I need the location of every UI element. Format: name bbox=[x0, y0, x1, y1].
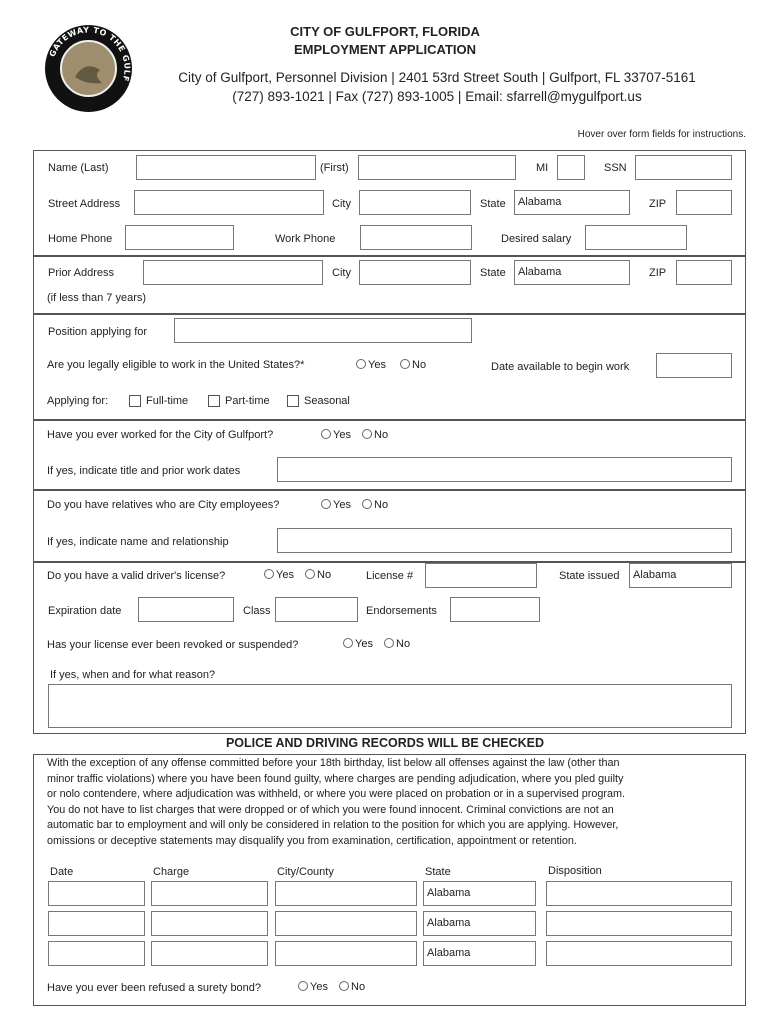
radio-icon bbox=[384, 638, 394, 648]
records-line-3: or nolo contendere, where adjudication was withheld, or where you were placed on probation or in a supervised program. bbox=[47, 788, 625, 800]
revoked-yes-radio[interactable] bbox=[343, 638, 373, 650]
records-heading: POLICE AND DRIVING RECORDS WILL BE CHECKED bbox=[225, 736, 545, 750]
revoked-question: Has your license ever been revoked or suspended? bbox=[47, 639, 299, 651]
offense-date-input[interactable] bbox=[48, 911, 145, 936]
position-label: Position applying for bbox=[48, 326, 148, 338]
desired-salary-input[interactable] bbox=[585, 225, 687, 250]
date-available-label: Date available to begin work bbox=[491, 361, 630, 373]
offense-charge-input[interactable] bbox=[151, 941, 268, 966]
offense-charge-input[interactable] bbox=[151, 911, 268, 936]
offense-date-input[interactable] bbox=[48, 881, 145, 906]
license-number-label: License # bbox=[366, 570, 414, 582]
prior-address-note: (if less than 7 years) bbox=[47, 292, 147, 304]
worked-question: Have you ever worked for the City of Gulfport? bbox=[47, 429, 274, 441]
offense-state-select[interactable]: Alabama bbox=[423, 911, 536, 936]
offense-disposition-input[interactable] bbox=[546, 941, 732, 966]
revoked-no-label: No bbox=[396, 638, 411, 650]
worked-yes-radio[interactable] bbox=[321, 429, 351, 441]
radio-icon bbox=[321, 429, 331, 439]
revoked-no-radio[interactable] bbox=[384, 638, 410, 650]
prior-zip-input[interactable] bbox=[676, 260, 732, 285]
endorsements-label: Endorsements bbox=[366, 605, 437, 617]
relatives-no-label: No bbox=[374, 499, 389, 511]
first-name-input[interactable] bbox=[358, 155, 516, 180]
svg-text:GATEWAY TO THE GULF: GATEWAY TO THE GULF bbox=[47, 25, 132, 83]
seasonal-checkbox[interactable] bbox=[287, 395, 299, 407]
mi-input[interactable] bbox=[557, 155, 585, 180]
license-yes-radio[interactable] bbox=[264, 569, 294, 581]
state-issued-select[interactable]: Alabama bbox=[629, 563, 732, 588]
work-phone-label: Work Phone bbox=[275, 233, 336, 245]
applying-for-label: Applying for: bbox=[47, 395, 109, 407]
part-time-label: Part-time bbox=[225, 395, 270, 407]
prior-city-input[interactable] bbox=[359, 260, 471, 285]
contact-line: (727) 893-1021 | Fax (727) 893-1005 | Email: sfarrell@mygulfport.us bbox=[232, 89, 642, 104]
relatives-question: Do you have relatives who are City employees? bbox=[47, 499, 280, 511]
city-input[interactable] bbox=[359, 190, 471, 215]
home-phone-label: Home Phone bbox=[48, 233, 113, 245]
prior-city-label: City bbox=[332, 267, 351, 279]
surety-question: Have you ever been refused a surety bond? bbox=[47, 982, 262, 994]
offense-city-input[interactable] bbox=[275, 911, 417, 936]
revoked-reason-label: If yes, when and for what reason? bbox=[50, 669, 216, 681]
radio-icon bbox=[305, 569, 315, 579]
relatives-yes-label: Yes bbox=[333, 499, 351, 511]
expiration-date-label: Expiration date bbox=[48, 605, 122, 617]
first-name-label: (First) bbox=[320, 162, 349, 174]
full-time-checkbox[interactable] bbox=[129, 395, 141, 407]
records-paragraph bbox=[47, 756, 737, 849]
endorsements-input[interactable] bbox=[450, 597, 540, 622]
offense-state-select[interactable]: Alabama bbox=[423, 941, 536, 966]
records-line-5: automatic bar to employment and will only be considered in relation to the position for which you are applying. However, bbox=[47, 819, 619, 831]
position-input[interactable] bbox=[174, 318, 472, 343]
ssn-input[interactable] bbox=[635, 155, 732, 180]
worked-yes-label: Yes bbox=[333, 429, 351, 441]
col-charge-header: Charge bbox=[153, 866, 190, 878]
form-title-application: EMPLOYMENT APPLICATION bbox=[294, 42, 476, 57]
expiration-date-input[interactable] bbox=[138, 597, 234, 622]
eligible-yes-label: Yes bbox=[368, 359, 386, 371]
license-no-radio[interactable] bbox=[305, 569, 331, 581]
seasonal-label: Seasonal bbox=[304, 395, 350, 407]
radio-icon bbox=[400, 359, 410, 369]
full-time-label: Full-time bbox=[146, 395, 189, 407]
radio-icon bbox=[356, 359, 366, 369]
worked-if-yes-label: If yes, indicate title and prior work dates bbox=[47, 465, 241, 477]
offense-disposition-input[interactable] bbox=[546, 911, 732, 936]
revoked-yes-label: Yes bbox=[355, 638, 373, 650]
worked-no-label: No bbox=[374, 429, 389, 441]
relatives-details-input[interactable] bbox=[277, 528, 732, 553]
radio-icon bbox=[339, 981, 349, 991]
surety-yes-radio[interactable] bbox=[298, 981, 328, 993]
desired-salary-label: Desired salary bbox=[501, 233, 572, 245]
radio-icon bbox=[264, 569, 274, 579]
street-address-input[interactable] bbox=[134, 190, 324, 215]
prior-address-input[interactable] bbox=[143, 260, 323, 285]
state-issued-label: State issued bbox=[559, 570, 620, 582]
col-disposition-header: Disposition bbox=[548, 865, 602, 877]
col-state-header: State bbox=[425, 866, 451, 878]
records-line-6: omissions or deceptive statements may disqualify you from examination, certification, appointment or retention. bbox=[47, 834, 577, 847]
zip-label: ZIP bbox=[649, 198, 667, 210]
eligible-no-label: No bbox=[412, 359, 427, 371]
form-title-city: CITY OF GULFPORT, FLORIDA bbox=[290, 24, 480, 39]
offense-state-select[interactable]: Alabama bbox=[423, 881, 536, 906]
offense-date-input[interactable] bbox=[48, 941, 145, 966]
offense-disposition-input[interactable] bbox=[546, 881, 732, 906]
mi-label: MI bbox=[536, 162, 549, 174]
prior-state-label: State bbox=[480, 267, 506, 279]
license-question: Do you have a valid driver's license? bbox=[47, 570, 226, 582]
offense-city-input[interactable] bbox=[275, 881, 417, 906]
city-label: City bbox=[332, 198, 351, 210]
work-phone-input[interactable] bbox=[360, 225, 472, 250]
radio-icon bbox=[298, 981, 308, 991]
license-no-label: No bbox=[317, 569, 332, 581]
prior-zip-label: ZIP bbox=[649, 267, 667, 279]
ssn-label: SSN bbox=[604, 162, 627, 174]
eligible-no-radio[interactable] bbox=[400, 359, 426, 371]
name-last-input[interactable] bbox=[136, 155, 316, 180]
license-yes-label: Yes bbox=[276, 569, 294, 581]
relatives-no-radio[interactable] bbox=[362, 499, 388, 511]
worked-details-input[interactable] bbox=[277, 457, 732, 482]
revoked-reason-textarea[interactable] bbox=[48, 684, 732, 728]
state-label: State bbox=[480, 198, 506, 210]
col-city-county-header: City/County bbox=[277, 866, 334, 878]
offense-city-input[interactable] bbox=[275, 941, 417, 966]
part-time-checkbox[interactable] bbox=[208, 395, 220, 407]
radio-icon bbox=[362, 429, 372, 439]
relatives-if-yes-label: If yes, indicate name and relationship bbox=[47, 536, 229, 548]
prior-state-select[interactable]: Alabama bbox=[514, 260, 630, 285]
prior-address-label: Prior Address bbox=[48, 267, 115, 279]
surety-yes-label: Yes bbox=[310, 981, 328, 993]
name-last-label: Name (Last) bbox=[48, 162, 109, 174]
radio-icon bbox=[362, 499, 372, 509]
eligible-question: Are you legally eligible to work in the United States?* bbox=[47, 359, 305, 371]
records-line-2: minor traffic violations) where you have been found guilty, where charges are pending adjudication, where you pled guilty bbox=[47, 772, 624, 785]
eligible-yes-radio[interactable] bbox=[356, 359, 386, 371]
worked-no-radio[interactable] bbox=[362, 429, 388, 441]
street-address-label: Street Address bbox=[48, 198, 121, 210]
license-number-input[interactable] bbox=[425, 563, 537, 588]
state-select[interactable]: Alabama bbox=[514, 190, 630, 215]
surety-no-radio[interactable] bbox=[339, 981, 365, 993]
license-class-input[interactable] bbox=[275, 597, 358, 622]
offense-charge-input[interactable] bbox=[151, 881, 268, 906]
radio-icon bbox=[343, 638, 353, 648]
license-class-label: Class bbox=[243, 605, 271, 617]
radio-icon bbox=[321, 499, 331, 509]
home-phone-input[interactable] bbox=[125, 225, 234, 250]
hover-instructions-note: Hover over form fields for instructions. bbox=[577, 129, 746, 140]
records-line-4: You do not have to list charges that were dropped or of which you were found innocent. Criminal convictions are not an bbox=[47, 803, 614, 816]
address-line: City of Gulfport, Personnel Division | 2401 53rd Street South | Gulfport, FL 33707-5161 bbox=[178, 70, 696, 85]
col-date-header: Date bbox=[50, 866, 74, 878]
zip-input[interactable] bbox=[676, 190, 732, 215]
records-line-1: With the exception of any offense committed before your 18th birthday, list below all offenses against the law (other than bbox=[47, 757, 620, 769]
surety-no-label: No bbox=[351, 981, 366, 993]
relatives-yes-radio[interactable] bbox=[321, 499, 351, 511]
date-available-input[interactable] bbox=[656, 353, 732, 378]
